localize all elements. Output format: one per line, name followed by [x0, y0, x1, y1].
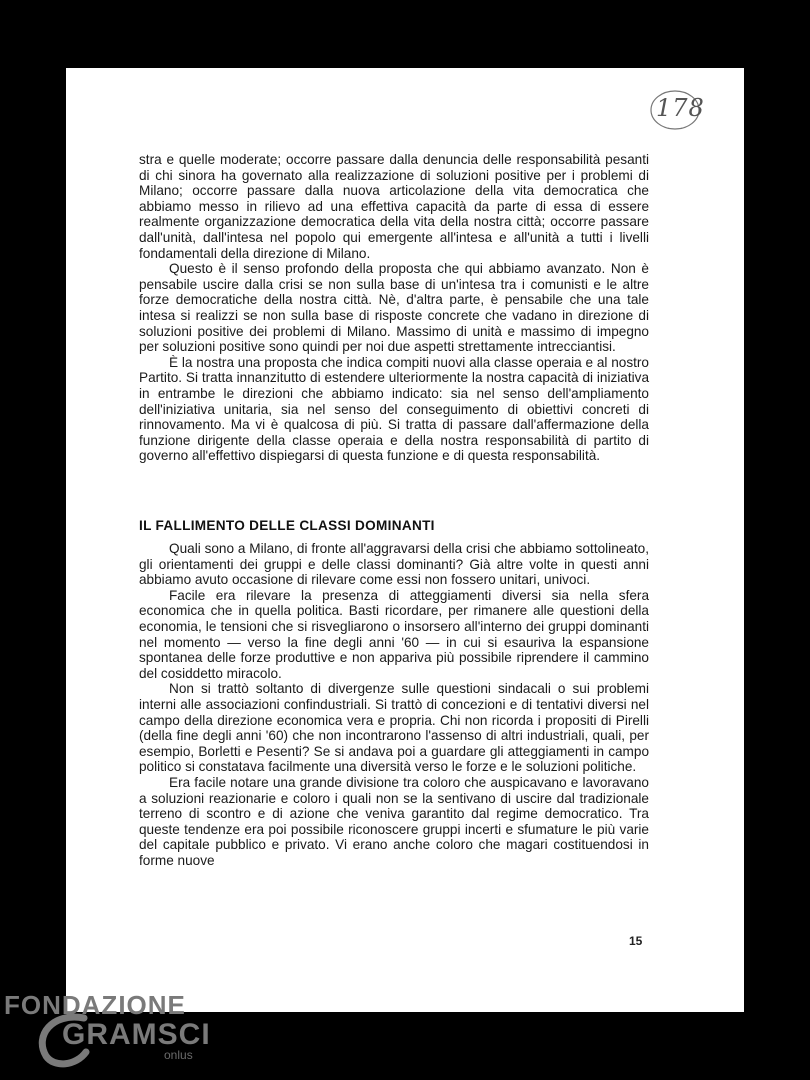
- body-text-bottom: [139, 541, 649, 868]
- paragraph: Questo è il senso profondo della proposta che qui abbiamo avanzato. Non è pensabile uscire dalla crisi se non sulla base di un'intesa tra i comunisti e le altre forze democratiche della nostra città. Nè, d'altra parte, è pensabile che una tale intesa si realizzi se non sulla base di risposte concrete che vadano in direzione di soluzioni positive dei problemi di Milano. Massimo di unità e massimo di impegno per soluzioni positive sono quindi per noi due aspetti strettamente intrecciantisi.: [139, 261, 649, 355]
- paragraph: È la nostra una proposta che indica compiti nuovi alla classe operaia e al nostro Partito. Si tratta innanzitutto di estendere ulteriormente la nostra capacità di iniziativa in entrambe le direzioni che abbiamo indicato: sia nel senso dell'ampliamento dell'iniziativa unitaria, sia nel senso del conseguimento di obiettivi concreti di rinnovamento. Ma vi è qualcosa di più. Si tratta di passare dall'affermazione della funzione dirigente della classe operaia e della nostra responsabilità di partito di governo all'effettivo dispiegarsi di questa funzione e di questa responsabilità.: [139, 354, 649, 464]
- handwritten-page-annotation: [649, 88, 705, 132]
- annotation-number: 178: [656, 94, 705, 122]
- watermark-line2: GRAMSCI: [62, 1018, 211, 1051]
- watermark-line3: onlus: [164, 1048, 193, 1062]
- watermark-line1: FONDAZIONE: [4, 990, 186, 1020]
- section-heading: IL FALLIMENTO DELLE CLASSI DOMINANTI: [139, 518, 435, 533]
- paragraph: Era facile notare una grande divisione tra coloro che auspicavano e lavoravano a soluzioni reazionarie e coloro i quali non se la sentivano di uscire dal tradizionale terreno di scontro e di azione che veniva garantito dal regime democratico. Tra queste tendenze era poi possibile riconoscere gruppi incerti e sfumature le più varie del capitale pubblico e privato. Vi erano anche coloro che magari costituendosi in forme nuove: [139, 774, 649, 868]
- paragraph: Non si trattò soltanto di divergenze sulle questioni sindacali o sui problemi interni alle associazioni confindustriali. Si trattò di concezioni e di tentativi diversi nel campo della direzione economica vera e propria. Chi non ricorda i propositi di Pirelli (della fine degli anni '60) che non incontrarono l'assenso di altri industriali, quali, per esempio, Borletti e Pesenti? Se si andava poi a guardare gli atteggiamenti in campo politico si constatava facilmente una diversità verso le forze e le soluzioni politiche.: [139, 681, 649, 775]
- page-number: 15: [629, 934, 643, 948]
- paragraph: Quali sono a Milano, di fronte all'aggravarsi della crisi che abbiamo sottolineato, gli orientamenti dei gruppi e delle classi dominanti? Già altre volte in questi anni abbiamo avuto occasione di rilevare come essi non fossero unitari, univoci.: [139, 541, 649, 588]
- document-page: [66, 68, 744, 1012]
- body-text-top: [139, 152, 649, 464]
- watermark-logo: [4, 990, 234, 1070]
- paragraph: Facile era rilevare la presenza di atteggiamenti diversi sia nella sfera economica che in quella politica. Basti ricordare, per rimanere alle questioni della economia, le tensioni che si risvegliarono o insorsero all'interno dei gruppi dominanti nel momento — verso la fine degli anni '60 — in cui si esauriva la espansione spontanea delle forze produttive e non appariva più possibile riprendere il cammino del cosiddetto miracolo.: [139, 587, 649, 681]
- paragraph: stra e quelle moderate; occorre passare dalla denuncia delle responsabilità pesanti di chi sinora ha governato alla realizzazione di soluzioni positive per i problemi di Milano; occorre passare dalla nuova articolazione della vita democratica che abbiamo messo in rilievo ad una effettiva capacità da parte di essa di essere realmente organizzazione democratica della vita della nostra città; occorre passare dall'unità, dall'intesa nel popolo qui emergente all'intesa e all'unità a tutti i livelli fondamentali della direzione di Milano.: [139, 152, 649, 261]
